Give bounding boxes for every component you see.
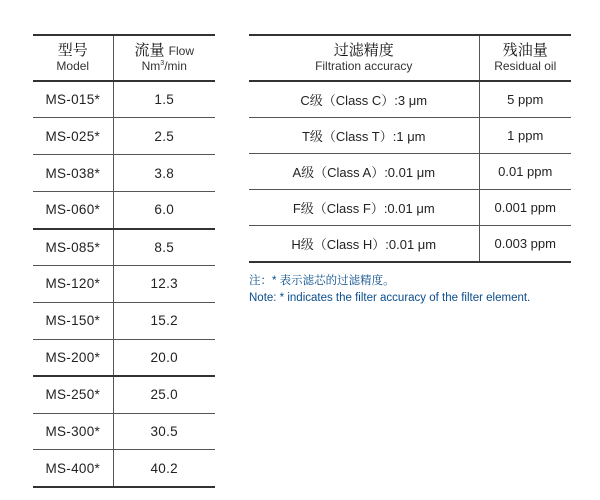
model-cell: MS-150* xyxy=(45,313,101,329)
filter-table-row xyxy=(249,117,571,153)
flow-column-header xyxy=(113,35,215,81)
flow-header-cn: 流量 xyxy=(134,42,165,60)
flow-table-row xyxy=(33,192,215,229)
flow-table xyxy=(33,34,215,488)
filter-table-header-row xyxy=(249,35,571,81)
flow-cell: 6.0 xyxy=(113,192,215,229)
accuracy-header-cn: 过滤精度 xyxy=(333,42,394,60)
note-chinese: 注：* 表示滤芯的过滤精度。 xyxy=(249,275,395,287)
accuracy-cell: F级（Class F）:0.01 μm xyxy=(292,201,435,217)
flow-table-row xyxy=(33,302,215,339)
flow-cell: 25.0 xyxy=(113,376,215,413)
filter-accuracy-table xyxy=(249,34,571,263)
model-cell: MS-120* xyxy=(45,276,101,292)
note-english: Note: * indicates the filter accuracy of the filter element. xyxy=(249,292,531,304)
flow-unit-sup: 3 xyxy=(160,59,165,67)
flow-table-row xyxy=(33,265,215,302)
model-cell: MS-015* xyxy=(45,92,101,108)
flow-cell: 8.5 xyxy=(113,229,215,266)
flow-table-row xyxy=(33,118,215,155)
flow-cell: 40.2 xyxy=(113,450,215,487)
oil-cell: 0.01 ppm xyxy=(479,153,571,189)
oil-cell: 1 ppm xyxy=(479,117,571,153)
flow-table-row xyxy=(33,413,215,450)
accuracy-column-header xyxy=(249,35,479,81)
oil-header-en: Residual oil xyxy=(494,58,557,73)
flow-cell: 30.5 xyxy=(113,413,215,450)
model-cell: MS-085* xyxy=(45,239,101,255)
flow-table-header-row xyxy=(33,35,215,81)
oil-cell: 5 ppm xyxy=(479,81,571,117)
flow-table-row xyxy=(33,229,215,266)
flow-table-row xyxy=(33,81,215,118)
flow-header-en: Flow xyxy=(168,44,195,59)
model-header-en: Model xyxy=(56,58,90,73)
flow-cell: 3.8 xyxy=(113,155,215,192)
oil-header-cn: 残油量 xyxy=(502,42,548,60)
flow-table-row xyxy=(33,155,215,192)
model-cell: MS-200* xyxy=(45,349,101,365)
flow-table-row xyxy=(33,450,215,487)
model-cell: MS-250* xyxy=(45,387,101,403)
model-column-header xyxy=(33,35,113,81)
model-cell: MS-060* xyxy=(45,202,101,218)
model-cell: MS-400* xyxy=(45,460,101,476)
flow-table-row xyxy=(33,376,215,413)
filter-table-row xyxy=(249,226,571,262)
accuracy-cell: A级（Class A）:0.01 μm xyxy=(292,164,436,180)
flow-unit-header xyxy=(114,60,216,74)
accuracy-cell: T级（Class T）:1 μm xyxy=(301,128,426,144)
flow-cell: 12.3 xyxy=(113,265,215,302)
model-header-cn: 型号 xyxy=(57,42,88,60)
oil-cell: 0.003 ppm xyxy=(479,226,571,262)
flow-cell: 20.0 xyxy=(113,339,215,376)
oil-column-header xyxy=(479,35,571,81)
flow-unit-pre: Nm xyxy=(141,58,161,73)
flow-unit-post: /min xyxy=(164,58,187,73)
filter-table-row xyxy=(249,153,571,189)
model-cell: MS-300* xyxy=(45,423,101,439)
flow-cell: 1.5 xyxy=(113,81,215,118)
flow-cell: 2.5 xyxy=(113,118,215,155)
filter-table-row xyxy=(249,190,571,226)
flow-table-row xyxy=(33,339,215,376)
accuracy-cell: C级（Class C）:3 μm xyxy=(300,92,428,108)
model-cell: MS-038* xyxy=(45,165,101,181)
filter-table-row xyxy=(249,81,571,117)
model-cell: MS-025* xyxy=(45,128,101,144)
flow-cell: 15.2 xyxy=(113,302,215,339)
accuracy-cell: H级（Class H）:0.01 μm xyxy=(291,237,437,253)
oil-cell: 0.001 ppm xyxy=(479,190,571,226)
accuracy-header-en: Filtration accuracy xyxy=(315,58,413,73)
